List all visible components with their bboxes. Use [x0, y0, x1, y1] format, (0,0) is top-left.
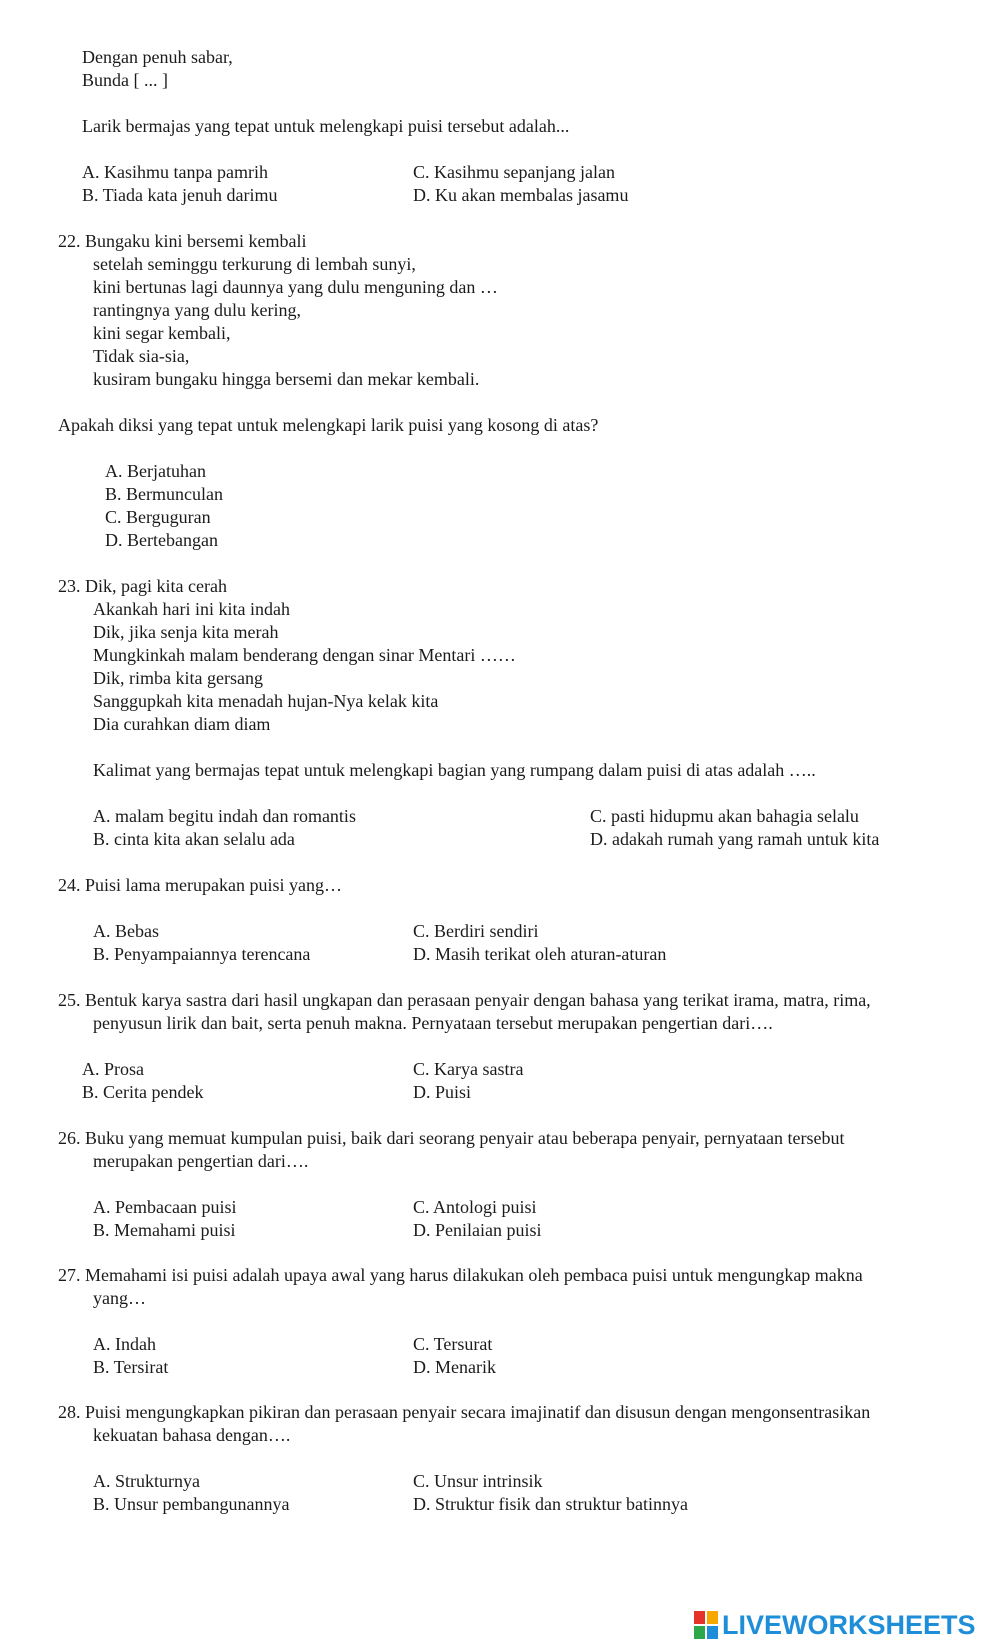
q21-poem-line-1: Dengan penuh sabar, [82, 47, 233, 67]
q22-number-line: 22. Bungaku kini bersemi kembali [58, 231, 307, 251]
q22-question: Apakah diksi yang tepat untuk melengkapi larik puisi yang kosong di atas? [58, 415, 599, 435]
q25-question-line-2: penyusun lirik dan bait, serta penuh makna. Pernyataan tersebut merupakan pengertian dari…. [93, 1013, 773, 1033]
q23-number-line: 23. Dik, pagi kita cerah [58, 576, 227, 596]
q21-option-a[interactable]: A. Kasihmu tanpa pamrih [82, 162, 268, 182]
q25-option-a[interactable]: A. Prosa [82, 1059, 144, 1079]
q26-question-line-1: 26. Buku yang memuat kumpulan puisi, baik dari seorang penyair atau beberapa penyair, pernyataan tersebut [58, 1128, 845, 1148]
q27-option-c[interactable]: C. Tersurat [413, 1334, 493, 1354]
q22-option-a[interactable]: A. Berjatuhan [105, 461, 206, 481]
q26-option-d[interactable]: D. Penilaian puisi [413, 1220, 542, 1240]
q27-option-a[interactable]: A. Indah [93, 1334, 156, 1354]
q22-poem-line: Tidak sia-sia, [93, 346, 190, 366]
q25-option-d[interactable]: D. Puisi [413, 1082, 472, 1102]
q23-option-b[interactable]: B. cinta kita akan selalu ada [93, 829, 295, 849]
liveworksheets-logo-text: LIVEWORKSHEETS [722, 1609, 976, 1640]
q22-poem-line: kusiram bungaku hingga bersemi dan mekar kembali. [93, 369, 480, 389]
q25-option-b[interactable]: B. Cerita pendek [82, 1082, 204, 1102]
q22-poem-line: setelah seminggu terkurung di lembah sunyi, [93, 254, 416, 274]
q24-option-c[interactable]: C. Berdiri sendiri [413, 921, 539, 941]
q24-question: 24. Puisi lama merupakan puisi yang… [58, 875, 342, 895]
q21-question: Larik bermajas yang tepat untuk melengkapi puisi tersebut adalah... [82, 116, 570, 136]
q22-poem-line: kini bertunas lagi daunnya yang dulu menguning dan … [93, 277, 498, 297]
logo-block-red [694, 1611, 705, 1624]
q23-poem-line: Sanggupkah kita menadah hujan-Nya kelak kita [93, 691, 439, 711]
q23-poem-line: Akankah hari ini kita indah [93, 599, 290, 619]
q23-poem-line: Dik, rimba kita gersang [93, 668, 263, 688]
q24-option-d[interactable]: D. Masih terikat oleh aturan-aturan [413, 944, 667, 964]
q24-option-b[interactable]: B. Penyampaiannya terencana [93, 944, 311, 964]
q22-poem-line: rantingnya yang dulu kering, [93, 300, 301, 320]
q28-option-c[interactable]: C. Unsur intrinsik [413, 1471, 543, 1491]
q28-question-line-1: 28. Puisi mengungkapkan pikiran dan perasaan penyair secara imajinatif dan disusun dengan mengonsentrasikan [58, 1402, 871, 1422]
q23-poem-line: Mungkinkah malam benderang dengan sinar Mentari …… [93, 645, 516, 665]
q25-question-line-1: 25. Bentuk karya sastra dari hasil ungkapan dan perasaan penyair dengan bahasa yang terikat irama, matra, rima, [58, 990, 871, 1010]
q21-poem-line-2: Bunda [ ... ] [82, 70, 168, 90]
logo-block-yellow [707, 1611, 718, 1624]
q26-option-a[interactable]: A. Pembacaan puisi [93, 1197, 237, 1217]
q28-question-line-2: kekuatan bahasa dengan…. [93, 1425, 291, 1445]
q22-option-b[interactable]: B. Bermunculan [105, 484, 223, 504]
q27-question-line-1: 27. Memahami isi puisi adalah upaya awal yang harus dilakukan oleh pembaca puisi untuk mengungkap makna [58, 1265, 863, 1285]
q23-option-d[interactable]: D. adakah rumah yang ramah untuk kita [590, 829, 880, 849]
q28-option-a[interactable]: A. Strukturnya [93, 1471, 200, 1491]
q27-question-line-2: yang… [93, 1288, 146, 1308]
q27-option-b[interactable]: B. Tersirat [93, 1357, 169, 1377]
q23-poem-line: Dia curahkan diam diam [93, 714, 271, 734]
q26-question-line-2: merupakan pengertian dari…. [93, 1151, 309, 1171]
liveworksheets-logo-icon [694, 1610, 720, 1640]
logo-block-blue [707, 1626, 718, 1639]
q23-option-a[interactable]: A. malam begitu indah dan romantis [93, 806, 356, 826]
q21-option-c[interactable]: C. Kasihmu sepanjang jalan [413, 162, 615, 182]
q23-question: Kalimat yang bermajas tepat untuk melengkapi bagian yang rumpang dalam puisi di atas adalah ….. [93, 760, 816, 780]
q23-option-c[interactable]: C. pasti hidupmu akan bahagia selalu [590, 806, 859, 826]
q22-option-c[interactable]: C. Berguguran [105, 507, 211, 527]
q26-option-c[interactable]: C. Antologi puisi [413, 1197, 537, 1217]
q22-option-d[interactable]: D. Bertebangan [105, 530, 218, 550]
logo-block-green [694, 1626, 705, 1639]
q28-option-d[interactable]: D. Struktur fisik dan struktur batinnya [413, 1494, 688, 1514]
q26-option-b[interactable]: B. Memahami puisi [93, 1220, 236, 1240]
q21-option-b[interactable]: B. Tiada kata jenuh darimu [82, 185, 278, 205]
q24-option-a[interactable]: A. Bebas [93, 921, 159, 941]
q28-option-b[interactable]: B. Unsur pembangunannya [93, 1494, 290, 1514]
q27-option-d[interactable]: D. Menarik [413, 1357, 496, 1377]
q21-option-d[interactable]: D. Ku akan membalas jasamu [413, 185, 629, 205]
liveworksheets-logo [694, 1608, 976, 1642]
q22-poem-line: kini segar kembali, [93, 323, 231, 343]
q23-poem-line: Dik, jika senja kita merah [93, 622, 279, 642]
q25-option-c[interactable]: C. Karya sastra [413, 1059, 524, 1079]
